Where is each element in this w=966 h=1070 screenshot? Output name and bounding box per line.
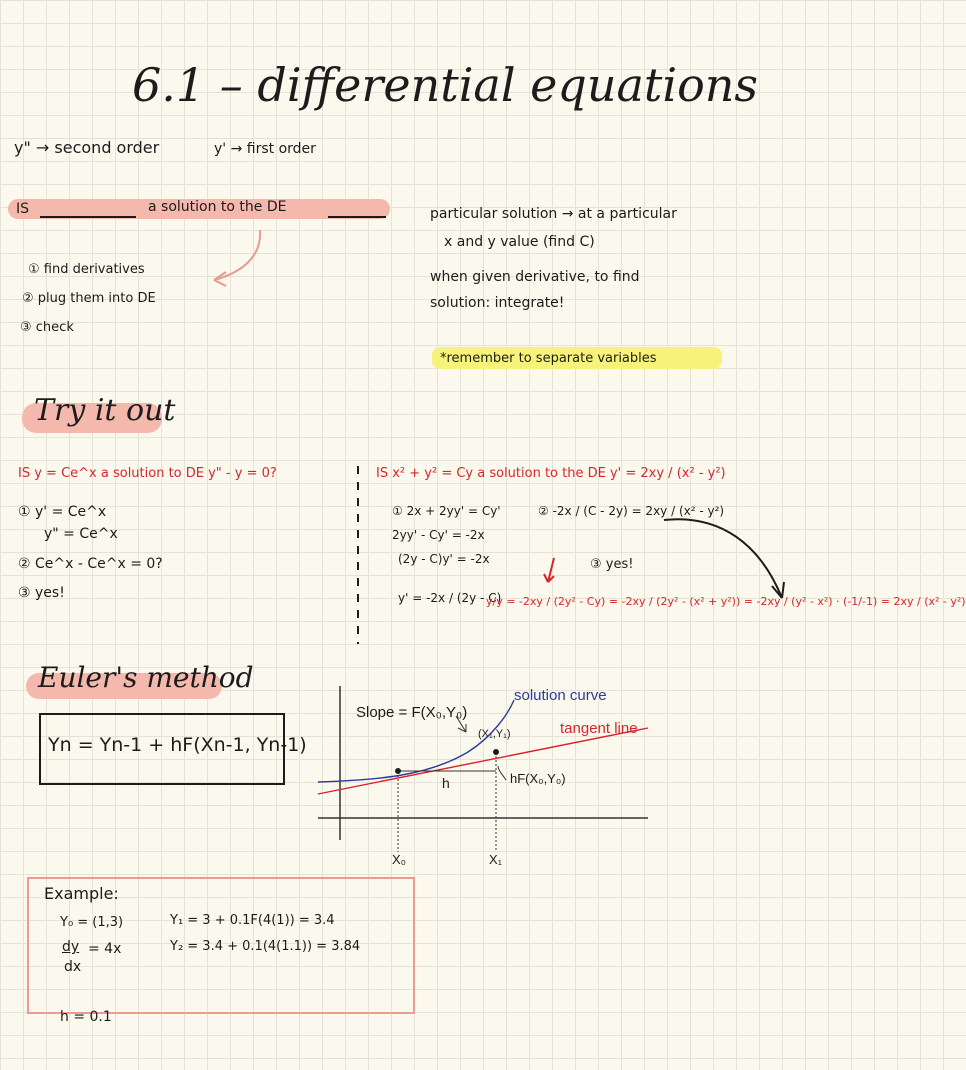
q2-left-line-4: y' = -2x / (2y - C) — [398, 591, 502, 605]
q1-line-4: ③ yes! — [18, 585, 65, 601]
example-h: h = 0.1 — [60, 1009, 112, 1025]
hf-arrow — [498, 766, 506, 780]
example-y1: Y₁ = 3 + 0.1F(4(1)) = 3.4 — [170, 913, 335, 928]
x0-label: X₀ — [392, 852, 407, 867]
q2-right-line-2: ③ yes! — [590, 557, 634, 572]
q2-question: IS x² + y² = Cy a solution to the DE y' = 2xy / (x² - y²) — [376, 466, 726, 481]
definition-is: IS — [16, 201, 30, 217]
second-order-note: y" → second order — [14, 138, 160, 157]
euler-formula: Yn = Yn-1 + hF(Xn-1, Yn-1) — [48, 734, 307, 756]
definition-blank-2 — [328, 216, 386, 218]
tangent-line-label: tangent line — [560, 720, 638, 737]
example-y0: Y₀ = (1,3) — [60, 915, 124, 930]
slope-label: Slope = F(X₀,Y₀) — [356, 704, 468, 721]
solution-curve-label: solution curve — [514, 687, 607, 704]
reminder-text: *remember to separate variables — [440, 351, 657, 366]
step-2: ② plug them into DE — [22, 291, 156, 306]
q1-line-1: ① y' = Ce^x — [18, 504, 107, 520]
point-label: (X₁,Y₁) — [478, 728, 511, 740]
x1-label: X₁ — [489, 852, 503, 867]
q1-line-2: y" = Ce^x — [44, 526, 118, 542]
red-down-arrow-icon — [540, 556, 564, 586]
first-order-note: y' → first order — [214, 141, 316, 157]
q1-question: IS y = Ce^x a solution to DE y" - y = 0? — [18, 466, 277, 481]
definition-blank-1 — [40, 216, 136, 218]
q2-right-line-1: ② -2x / (C - 2y) = 2xy / (x² - y²) — [538, 504, 725, 518]
q2-work: y/y = -2xy / (2y² - Cy) = -2xy / (2y² - (x² + y²)) = -2xy / (y² - x²) · (-1/-1) = 2xy / (x² - y²) — [486, 595, 966, 608]
particular-line-4: solution: integrate! — [430, 295, 565, 311]
particular-line-2: x and y value (find C) — [444, 234, 595, 250]
q2-left-line-2: 2yy' - Cy' = -2x — [392, 528, 485, 542]
point-x0 — [395, 768, 401, 774]
q2-left-line-1: ① 2x + 2yy' = Cy' — [392, 504, 501, 518]
euler-heading: Euler's method — [38, 661, 254, 694]
example-heading: Example: — [44, 884, 119, 903]
q2-left-line-3: (2y - C)y' = -2x — [398, 552, 490, 566]
h-label: h — [442, 775, 450, 791]
curved-arrow-icon — [200, 228, 280, 298]
definition-text: a solution to the DE — [148, 199, 287, 215]
example-dx: dx — [64, 959, 82, 975]
dashed-divider — [356, 466, 360, 646]
page-title: 6.1 – differential equations — [132, 58, 759, 112]
particular-line-1: particular solution → at a particular — [430, 206, 677, 222]
example-dy: dy — [62, 939, 80, 955]
step-1: ① find derivatives — [28, 262, 145, 277]
hf-label: hF(X₀,Y₀) — [510, 771, 566, 786]
try-it-out-heading: Try it out — [34, 393, 176, 428]
particular-line-3: when given derivative, to find — [430, 269, 640, 285]
example-y2: Y₂ = 3.4 + 0.1(4(1.1)) = 3.84 — [170, 939, 361, 954]
q1-line-3: ② Ce^x - Ce^x = 0? — [18, 556, 163, 572]
curved-black-arrow-icon — [660, 514, 790, 604]
step-3: ③ check — [20, 320, 74, 335]
point-x1 — [493, 749, 499, 755]
example-eq: = 4x — [88, 941, 122, 957]
